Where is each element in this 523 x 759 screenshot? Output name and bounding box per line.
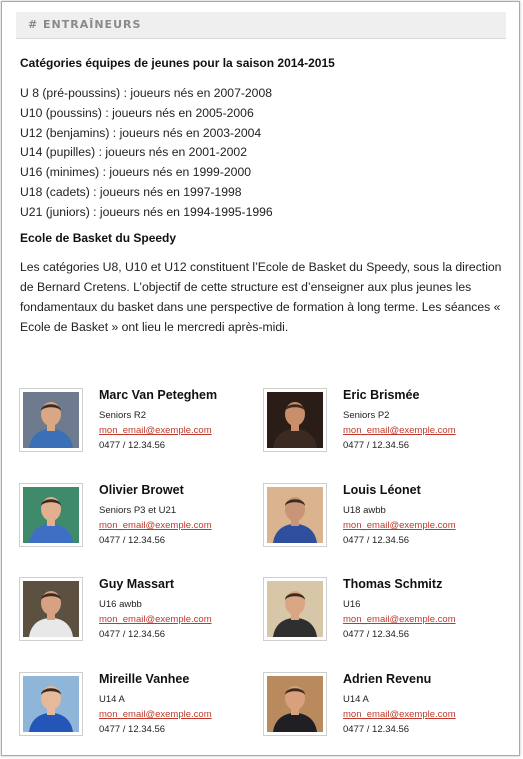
coach-phone: 0477 / 12.34.56 [99,535,166,546]
coach-phone: 0477 / 12.34.56 [343,440,410,451]
category-item: U 8 (pré-poussins) : joueurs nés en 2007-2008 [20,86,273,100]
category-item: U14 (pupilles) : joueurs nés en 2001-2002 [20,145,247,160]
coach-card [263,483,503,549]
coach-phone: 0477 / 12.34.56 [99,440,166,451]
person-avatar-icon [267,487,323,543]
category-item: U21 (juniors) : joueurs nés en 1994-1995-1996 [20,204,273,219]
coach-phone: 0477 / 12.34.56 [343,535,410,546]
person-avatar-icon [23,487,79,543]
categories-heading: Catégories équipes de jeunes pour la saison 2014-2015 [20,56,335,70]
person-avatar-icon [267,392,323,448]
person-avatar-icon [23,392,79,448]
coach-phone: 0477 / 12.34.56 [99,724,166,735]
page-frame [1,1,520,756]
coach-phone: 0477 / 12.34.56 [343,629,410,640]
coach-email-link[interactable]: mon_email@exemple.com [99,520,212,531]
coach-photo[interactable] [263,577,327,641]
person-avatar-icon [23,676,79,732]
coach-photo[interactable] [19,388,83,452]
coach-team: U14 A [343,694,369,705]
coach-photo[interactable] [263,672,327,736]
coach-photo[interactable] [19,672,83,736]
coach-name: Adrien Revenu [343,672,432,686]
coach-team: Seniors P3 et U21 [99,505,177,516]
coach-email-link[interactable]: mon_email@exemple.com [343,425,456,436]
coach-email-link[interactable]: mon_email@exemple.com [99,425,212,436]
coach-team: U16 [343,599,361,610]
person-avatar-icon [267,676,323,732]
coach-photo[interactable] [263,483,327,547]
coach-photo[interactable] [19,577,83,641]
coach-name: Louis Léonet [343,483,421,497]
coach-card [19,672,259,738]
categories-list [20,84,506,223]
coach-email-link[interactable]: mon_email@exemple.com [343,709,456,720]
coach-photo[interactable] [19,483,83,547]
coach-email-link[interactable]: mon_email@exemple.com [343,520,456,531]
main-content [20,56,506,337]
coach-card [263,672,503,738]
coach-phone: 0477 / 12.34.56 [99,629,166,640]
coach-team: Seniors R2 [99,410,146,421]
coach-photo[interactable] [263,388,327,452]
coach-card [263,577,503,643]
coach-name: Thomas Schmitz [343,577,443,591]
coach-name: Guy Massart [99,577,175,591]
coach-card [19,577,259,643]
coach-team: U16 awbb [99,599,142,610]
coach-card [263,388,503,454]
category-item: U10 (poussins) : joueurs nés en 2005-2006 [20,105,254,120]
coach-card [19,483,259,549]
category-item: U16 (minimes) : joueurs nés en 1999-2000 [20,165,252,180]
coach-name: Eric Brismée [343,388,420,402]
school-description: Les catégories U8, U10 et U12 constituent l’Ecole de Basket du Speedy, sous la direction de Bernard Cretens. L’objectif de cette structure est d’enseigner aux plus jeunes les fondamentaux du basket dans une perspective de formation à long terme. Les séances « Ecole de Basket » ont lieu le mercredi après-midi. [20,259,502,334]
coach-name: Marc Van Peteghem [99,388,218,402]
coach-team: U18 awbb [343,505,386,516]
category-item: U12 (benjamins) : joueurs nés en 2003-2004 [20,125,262,140]
coach-phone: 0477 / 12.34.56 [343,724,410,735]
coach-team: Seniors P2 [343,410,390,421]
coach-email-link[interactable]: mon_email@exemple.com [343,614,456,625]
coach-email-link[interactable]: mon_email@exemple.com [99,614,212,625]
person-avatar-icon [267,581,323,637]
person-avatar-icon [23,581,79,637]
school-heading: Ecole de Basket du Speedy [20,230,177,245]
coach-name: Olivier Browet [99,483,184,497]
section-title: # ENTRAÎNEURS [28,18,142,31]
coach-name: Mireille Vanhee [99,672,190,686]
section-header [16,12,506,39]
coach-card [19,388,259,454]
coach-email-link[interactable]: mon_email@exemple.com [99,709,212,720]
coach-team: U14 A [99,694,125,705]
category-item: U18 (cadets) : joueurs nés en 1997-1998 [20,184,242,199]
